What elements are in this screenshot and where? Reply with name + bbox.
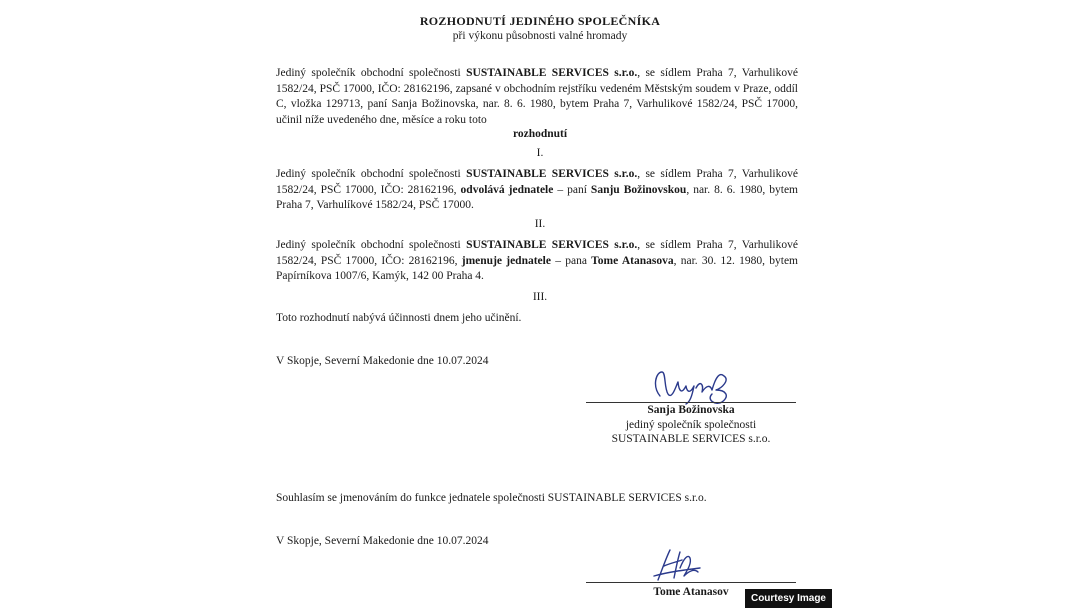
intro-text-2: , se sídlem Praha 7, Varhulikové 1582/24, PSČ 17000, IČO: 28162196, zapsané v obchodním rejstříku vedeném Městským soudem v Praze, oddíl C, vložka 129713, paní Sanja Božinovska, nar. 8. 6. 1980, bytem Praha 7, Varhulikové 1582/24, PSČ 17000, učinil níže uvedeného dne, měsíce a roku toto <box>276 67 798 126</box>
signer-1-company: SUSTAINABLE SERVICES s.r.o. <box>611 433 771 445</box>
intro-paragraph <box>276 66 798 128</box>
section-2-paragraph <box>276 238 798 285</box>
s2-text-4: , nar. 30. 12. 1980, bytem Papírníkova 1007/6, Kamýk, 142 00 Praha 4. <box>276 254 798 283</box>
s2-text-3: – pana <box>550 254 592 267</box>
document-title: ROZHODNUTÍ JEDINÉHO SPOLEČNÍKA <box>419 14 661 28</box>
place-date-2: V Skopje, Severní Makedonie dne 10.07.2024 <box>276 535 489 547</box>
decision-heading: rozhodnutí <box>512 128 568 140</box>
intro-text-1: Jediný společník obchodní společnosti <box>276 67 467 79</box>
s1-company: SUSTAINABLE SERVICES s.r.o. <box>466 168 638 180</box>
s1-text-1: Jediný společník obchodní společnosti <box>276 168 467 180</box>
consent-text: Souhlasím se jmenováním do funkce jednatele společnosti SUSTAINABLE SERVICES s.r.o. <box>276 492 707 504</box>
signature-tome-icon <box>648 546 708 586</box>
s1-text-2: , se sídlem Praha 7, Varhulikové 1582/24, PSČ 17000, IČO: 28162196, <box>276 168 798 196</box>
section-3-number: III. <box>532 291 548 303</box>
signer-1-role: jediný společník společnosti <box>625 418 757 431</box>
section-1-number: I. <box>536 147 544 159</box>
s2-company: SUSTAINABLE SERVICES s.r.o. <box>466 239 638 251</box>
place-date-1: V Skopje, Severní Makedonie dne 10.07.2024 <box>276 355 489 367</box>
s1-action: odvolává jednatele <box>460 183 554 196</box>
signer-1-block <box>586 403 796 447</box>
s1-text-3: – paní <box>553 183 591 196</box>
s2-action: jmenuje jednatele <box>461 254 551 267</box>
s2-person: Tome Atanasova <box>591 254 674 267</box>
section-2-number: II. <box>534 218 546 230</box>
section-1-paragraph <box>276 167 798 214</box>
signature-line-2 <box>586 582 796 583</box>
courtesy-image-badge: Courtesy Image <box>745 589 832 608</box>
s2-text-2: , se sídlem Praha 7, Varhulikové 1582/24, PSČ 17000, IČO: 28162196, <box>276 239 798 267</box>
document-page <box>248 0 832 608</box>
s1-person: Sanju Božinovskou <box>590 183 687 196</box>
signer-2-name: Tome Atanasov <box>653 586 729 598</box>
signer-1-name: Sanja Božinovska <box>647 404 735 416</box>
intro-company: SUSTAINABLE SERVICES s.r.o. <box>466 67 638 79</box>
s2-text-1: Jediný společník obchodní společnosti <box>276 239 467 251</box>
document-subtitle: při výkonu působnosti valné hromady <box>452 30 628 42</box>
s1-text-4: , nar. 8. 6. 1980, bytem Praha 7, Varhulíkové 1582/24, PSČ 17000. <box>276 183 798 212</box>
section-3-text: Toto rozhodnutí nabývá účinnosti dnem jeho učinění. <box>276 312 522 324</box>
